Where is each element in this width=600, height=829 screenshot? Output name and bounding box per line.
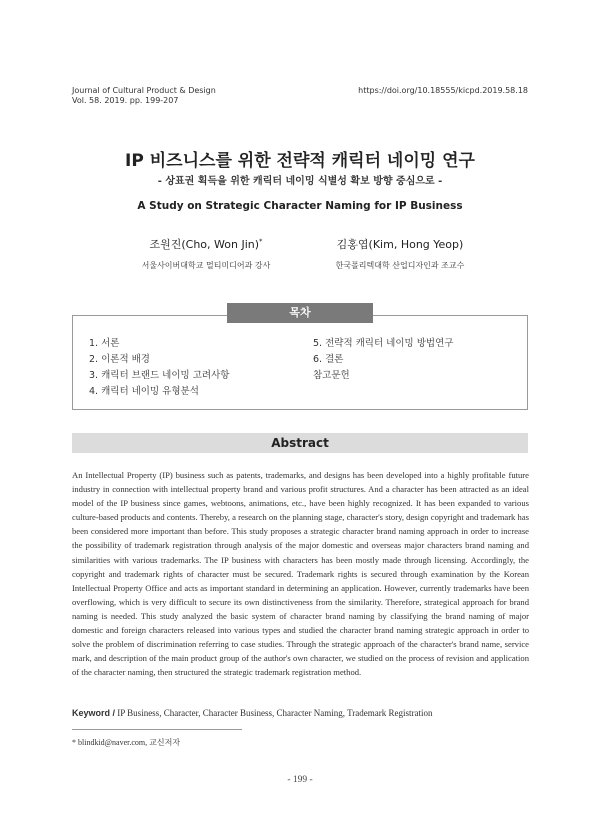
abstract-heading: Abstract (72, 433, 528, 453)
author-1-affiliation: 서울사이버대학교 멀티미디어과 강사 (141, 261, 271, 270)
journal-name: Journal of Cultural Product & Design (72, 86, 216, 95)
footnote-divider (72, 729, 242, 730)
author-2-affiliation: 한국폴리텍대학 산업디자인과 조교수 (335, 261, 465, 270)
author-2 (300, 236, 500, 271)
toc-item: 6. 결론 (313, 354, 344, 365)
toc-right-column (313, 336, 453, 384)
keyword-line (72, 708, 529, 718)
footnote (72, 737, 180, 748)
toc-item: 2. 이론적 배경 (89, 354, 150, 365)
abstract-body: An Intellectual Property (IP) business such as patents, trademarks, and designs has been developed into a highly profitable future industry in connection with intellectual property brand and various profit structures. And a character has been attracted as an ideal model of the IP business since games, webtoons, animations, etc., have been highly recognized. It has been expanded to various culture-based products and contents. Thereby, a research on the planning stage, character's story, design copyright and trademark has been considered more important than before. This study proposes a strategic character brand naming approach in order to increase the possibility of trademark registration through analysis of the major domestic and overseas major characters brand naming and similarities with various trademarks. The IP business with characters has been mostly made through licensing. Accordingly, the copyright and trademark rights of character must be secured. Trademark rights is secured through examination by the Korean Intellectual Property Office and acts as important standard in determining an application. However, currently trademarks have been overflowing, which is very difficult to secure its own distinctiveness from the similarity. Therefore, strategical approach for brand naming is needed. This study analyzed the basic system of character brand naming by classifying the brand naming of major domestic and foreign characters released into various types and studied the character brand naming strategic approach in order to solve the problem of discrimination referring to case studies. Through the strategic approach of the character's brand name, service mark, and description of the main product group of the author's own character, we studied on the process of revision and application of the character naming, then structured the strategic trademark registration method. (72, 470, 529, 678)
author-1 (106, 236, 306, 271)
toc-label: 목차 (227, 303, 373, 323)
toc-item: 참고문헌 (313, 370, 350, 381)
toc-item: 1. 서론 (89, 338, 120, 349)
keyword-label: Keyword / (72, 708, 116, 718)
toc-item: 3. 캐릭터 브랜드 네이밍 고려사항 (89, 370, 230, 381)
footnote-text: blindkid@naver.com, 교신저자 (78, 738, 181, 747)
journal-header (72, 86, 216, 106)
table-of-contents (72, 315, 528, 410)
toc-item: 4. 캐릭터 네이밍 유형분석 (89, 386, 199, 397)
author-2-name: 김홍엽(Kim, Hong Yeop) (336, 238, 464, 251)
korean-subtitle: - 상표권 획득을 위한 캐릭터 네이밍 식별성 확보 방향 중심으로 - (157, 176, 443, 187)
english-title: A Study on Strategic Character Naming for IP Business (137, 200, 463, 212)
journal-volume: Vol. 58. 2019. pp. 199-207 (72, 96, 179, 105)
korean-title: IP 비즈니스를 위한 전략적 캐릭터 네이밍 연구 (125, 151, 475, 171)
toc-left-column (89, 336, 229, 400)
footnote-mark: * (72, 738, 76, 747)
toc-item: 5. 전략적 캐릭터 네이밍 방법연구 (313, 338, 454, 349)
doi-link[interactable]: https://doi.org/10.18555/kicpd.2019.58.18 (358, 86, 528, 95)
author-1-name: 조원진(Cho, Won Jin) (149, 238, 260, 251)
corresponding-mark: * (259, 237, 263, 246)
page-number: - 199 - (287, 775, 313, 785)
keyword-list: IP Business, Character, Character Business, Character Naming, Trademark Registration (117, 708, 433, 718)
